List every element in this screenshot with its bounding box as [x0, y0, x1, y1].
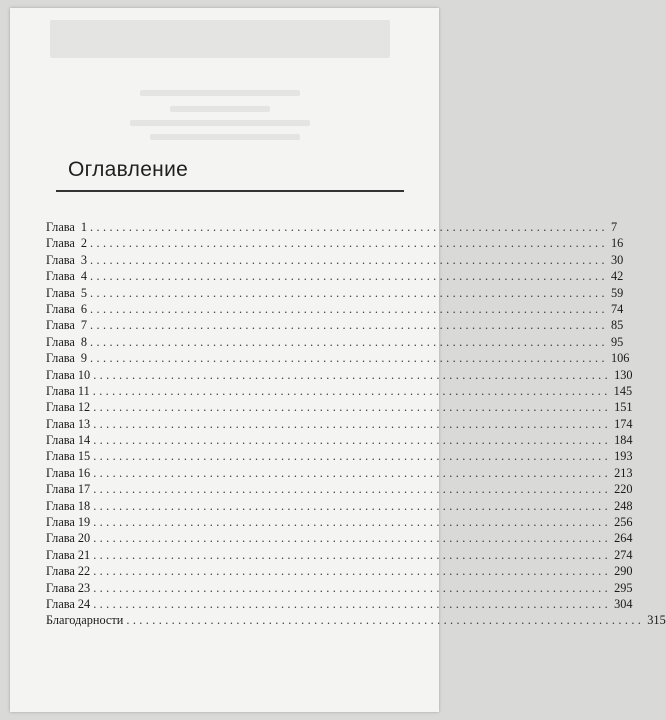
toc-entry: [46, 580, 633, 596]
toc-entry-label: Глава: [46, 285, 75, 300]
toc-entry-label: Глава: [46, 465, 75, 480]
table-of-contents: [46, 219, 666, 629]
toc-entry: [46, 596, 633, 612]
toc-entry-number: 15: [77, 449, 91, 464]
toc-entry-number: 18: [77, 498, 91, 513]
toc-entry: [46, 514, 633, 530]
toc-entry: [46, 481, 633, 497]
toc-entry-label: Глава: [46, 236, 75, 251]
toc-entry-number: 20: [77, 531, 91, 546]
toc-entry-page: 95: [610, 334, 624, 349]
toc-entry-number: 11: [77, 383, 90, 398]
toc-entry-page: 130: [614, 367, 633, 382]
toc-leader-dots: ................................................................................: [93, 482, 612, 497]
toc-entry-label: Глава: [46, 515, 75, 530]
book-page: [10, 8, 666, 712]
toc-entry-page: 256: [614, 515, 633, 530]
toc-entry-page: 174: [614, 416, 633, 431]
toc-entry-label: Глава: [46, 433, 75, 448]
bleed-through-line: [130, 120, 310, 126]
toc-leader-dots: ................................................................................: [90, 351, 608, 366]
toc-leader-dots: ................................................................................: [93, 531, 612, 546]
toc-entry: [46, 465, 633, 481]
toc-entry: [46, 285, 624, 301]
toc-entry-page: 213: [614, 465, 633, 480]
toc-entry: [46, 235, 624, 251]
toc-entry-number: 19: [77, 515, 91, 530]
toc-entry: [46, 498, 633, 514]
toc-entry-label: Глава: [46, 596, 75, 611]
toc-entry-page: 106: [610, 351, 630, 366]
toc-entry-number: 4: [80, 269, 88, 284]
toc-entry-page: 184: [614, 433, 633, 448]
toc-entry-page: 274: [614, 547, 633, 562]
toc-leader-dots: ................................................................................: [92, 383, 611, 398]
title-underline: [56, 190, 404, 192]
toc-entry-label: Глава: [46, 580, 75, 595]
toc-entry: [46, 367, 633, 383]
toc-entry-page: 145: [613, 383, 633, 398]
toc-entry-number: 7: [80, 318, 88, 333]
toc-leader-dots: ................................................................................: [93, 515, 612, 530]
toc-entry-label: Глава: [46, 269, 75, 284]
toc-leader-dots: ................................................................................: [90, 252, 608, 267]
toc-leader-dots: ................................................................................: [126, 613, 645, 628]
toc-entry-label: Глава: [46, 547, 75, 562]
toc-leader-dots: ................................................................................: [90, 285, 608, 300]
toc-entry-number: 2: [80, 236, 88, 251]
toc-entry-page: 193: [614, 449, 633, 464]
toc-entry-label: Глава: [46, 482, 75, 497]
toc-entry-number: 17: [77, 482, 91, 497]
toc-leader-dots: ................................................................................: [90, 236, 608, 251]
toc-entry-label: Глава: [46, 449, 75, 464]
toc-entry-label: Глава: [46, 498, 75, 513]
toc-entry-number: 23: [77, 580, 91, 595]
toc-entry: [46, 563, 633, 579]
toc-entry: [46, 350, 630, 366]
toc-leader-dots: ................................................................................: [90, 220, 608, 234]
toc-leader-dots: ................................................................................: [93, 596, 612, 611]
toc-entry: [46, 547, 633, 563]
toc-entry-page: 30: [610, 252, 624, 267]
toc-entry-page: 290: [614, 564, 633, 579]
toc-entry: [46, 383, 633, 399]
toc-entry: [46, 612, 666, 628]
toc-entry: [46, 252, 624, 268]
toc-entry-number: 24: [77, 596, 91, 611]
bleed-through-line: [140, 90, 300, 96]
toc-entry-page: 304: [614, 596, 633, 611]
toc-entry: [46, 399, 633, 415]
toc-entry-label: Благодарности: [46, 613, 124, 628]
toc-entry-label: Глава: [46, 367, 75, 382]
toc-entry-number: 13: [77, 416, 91, 431]
toc-entry-number: 22: [77, 564, 91, 579]
page-title: Оглавление: [68, 158, 189, 181]
toc-entry-number: 16: [77, 465, 91, 480]
toc-entry-label: Глава: [46, 252, 75, 267]
toc-entry: [46, 301, 624, 317]
toc-entry: [46, 219, 618, 235]
toc-entry-label: Глава: [46, 318, 75, 333]
toc-entry-page: 220: [614, 482, 633, 497]
toc-leader-dots: ................................................................................: [90, 318, 608, 333]
toc-leader-dots: ................................................................................: [90, 269, 608, 284]
toc-leader-dots: ................................................................................: [93, 580, 612, 595]
toc-entry-label: Глава: [46, 351, 75, 366]
toc-entry: [46, 317, 624, 333]
toc-entry-page: 7: [610, 220, 618, 234]
toc-leader-dots: ................................................................................: [93, 564, 612, 579]
toc-entry-label: Глава: [46, 220, 75, 234]
toc-leader-dots: ................................................................................: [93, 498, 612, 513]
toc-leader-dots: ................................................................................: [93, 416, 612, 431]
toc-leader-dots: ................................................................................: [93, 400, 612, 415]
toc-entry: [46, 432, 633, 448]
toc-entry-page: 85: [610, 318, 624, 333]
toc-leader-dots: ................................................................................: [93, 465, 612, 480]
toc-entry: [46, 448, 633, 464]
toc-entry-number: 21: [77, 547, 91, 562]
toc-entry-label: Глава: [46, 383, 75, 398]
toc-entry: [46, 530, 633, 546]
toc-entry-number: 6: [80, 301, 88, 316]
toc-entry-label: Глава: [46, 416, 75, 431]
toc-entry-label: Глава: [46, 400, 75, 415]
toc-entry-page: 59: [610, 285, 624, 300]
toc-entry: [46, 334, 624, 350]
toc-leader-dots: ................................................................................: [90, 334, 608, 349]
toc-entry: [46, 268, 624, 284]
toc-leader-dots: ................................................................................: [90, 301, 608, 316]
toc-entry-page: 16: [610, 236, 624, 251]
toc-entry-page: 74: [610, 301, 624, 316]
toc-entry-page: 42: [610, 269, 624, 284]
toc-entry-page: 151: [614, 400, 633, 415]
toc-entry-number: 9: [80, 351, 88, 366]
toc-leader-dots: ................................................................................: [93, 449, 612, 464]
toc-leader-dots: ................................................................................: [93, 433, 612, 448]
toc-entry-number: 1: [80, 220, 88, 234]
toc-entry-label: Глава: [46, 564, 75, 579]
toc-entry: [46, 416, 633, 432]
bleed-through-line: [150, 134, 300, 140]
toc-entry-page: 295: [614, 580, 633, 595]
toc-entry-number: 3: [80, 252, 88, 267]
toc-entry-label: Глава: [46, 334, 75, 349]
toc-entry-page: 248: [614, 498, 633, 513]
toc-entry-label: Глава: [46, 531, 75, 546]
toc-entry-number: 10: [77, 367, 91, 382]
toc-entry-label: Глава: [46, 301, 75, 316]
toc-entry-number: 14: [77, 433, 91, 448]
toc-leader-dots: ................................................................................: [93, 547, 612, 562]
bleed-through-line: [170, 106, 270, 112]
toc-entry-number: 12: [77, 400, 91, 415]
bleed-through-block: [50, 20, 390, 58]
toc-entry-page: 315: [647, 613, 666, 628]
toc-entry-number: 8: [80, 334, 88, 349]
toc-entry-page: 264: [614, 531, 633, 546]
toc-entry-number: 5: [80, 285, 88, 300]
toc-leader-dots: ................................................................................: [93, 367, 612, 382]
